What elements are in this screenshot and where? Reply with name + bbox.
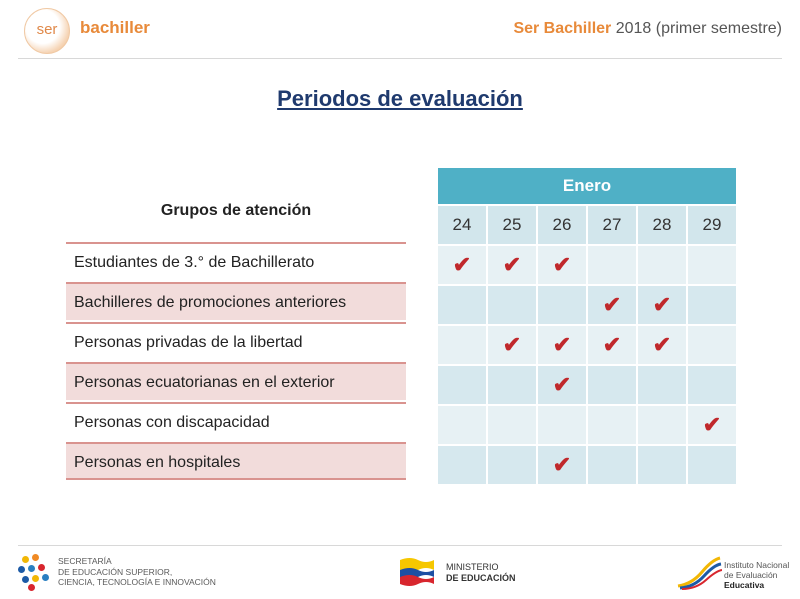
calendar-cell (538, 446, 586, 484)
calendar-day: 25 (488, 206, 536, 244)
calendar-day: 26 (538, 206, 586, 244)
calendar-cell (688, 246, 736, 284)
calendar-cell (488, 286, 536, 324)
calendar-cell (488, 326, 536, 364)
group-row: Personas ecuatorianas en el exterior (66, 362, 406, 400)
senescyt-text (58, 556, 216, 588)
header-program (513, 20, 782, 38)
group-row: Personas en hospitales (66, 442, 406, 480)
logo-ser-text: ser (36, 21, 58, 38)
groups-list (66, 242, 406, 482)
senescyt-dots-icon (18, 554, 52, 590)
calendar-days-row (438, 206, 736, 244)
calendar-cell (538, 286, 586, 324)
calendar-cell (538, 246, 586, 284)
checkmark-icon: ✔ (602, 332, 622, 357)
calendar-month: Enero (438, 168, 736, 204)
ecuador-flag-icon (398, 556, 436, 588)
page-title: Periodos de evaluación (277, 86, 523, 111)
calendar-cell (438, 246, 486, 284)
calendar-cell (438, 326, 486, 364)
senescyt-line: DE EDUCACIÓN SUPERIOR, (58, 566, 173, 577)
logo-bachiller-text: bachiller (80, 18, 150, 37)
calendar-cell (438, 406, 486, 444)
calendar-cell (488, 446, 536, 484)
calendar-cell (488, 366, 536, 404)
calendar-cell (638, 366, 686, 404)
checkmark-icon: ✔ (552, 452, 572, 477)
checkmark-icon: ✔ (502, 332, 522, 357)
calendar-cell (688, 366, 736, 404)
checkmark-icon: ✔ (652, 292, 672, 317)
calendar-cell (588, 326, 636, 364)
calendar-cell (688, 446, 736, 484)
ineval-line: Educativa (724, 580, 765, 590)
header-brand: Ser Bachiller (513, 20, 612, 37)
calendar-cell (488, 246, 536, 284)
ineval-swirl-icon (676, 554, 722, 590)
calendar-row (438, 406, 736, 444)
calendar-row (438, 326, 736, 364)
calendar-cell (688, 406, 736, 444)
calendar-day: 28 (638, 206, 686, 244)
header-subtitle: 2018 (primer semestre) (615, 20, 782, 37)
calendar-day: 29 (688, 206, 736, 244)
checkmark-icon: ✔ (552, 252, 572, 277)
calendar-cell (588, 286, 636, 324)
calendar-cell (488, 406, 536, 444)
calendar-cell (688, 326, 736, 364)
calendar-cell (588, 246, 636, 284)
ineval-line: de Evaluación (724, 570, 778, 580)
calendar-cell (438, 286, 486, 324)
calendar-cell (588, 366, 636, 404)
calendar-row (438, 366, 736, 404)
calendar-cell (638, 286, 686, 324)
calendar-table (438, 168, 736, 484)
calendar-cell (538, 366, 586, 404)
calendar-cell (638, 326, 686, 364)
header-divider (18, 58, 782, 59)
ineval-logo (676, 552, 794, 594)
calendar-row (438, 446, 736, 484)
calendar-cell (688, 286, 736, 324)
checkmark-icon: ✔ (552, 332, 572, 357)
checkmark-icon: ✔ (602, 292, 622, 317)
checkmark-icon: ✔ (502, 252, 522, 277)
mineduc-line: MINISTERIO (446, 562, 499, 572)
header (0, 0, 800, 60)
groups-heading: Grupos de atención (160, 202, 312, 219)
senescyt-line: SECRETARÍA (58, 556, 112, 566)
checkmark-icon: ✔ (702, 412, 722, 437)
calendar-cell (438, 366, 486, 404)
group-row: Personas privadas de la libertad (66, 322, 406, 360)
mineduc-text (446, 562, 516, 584)
group-row: Estudiantes de 3.° de Bachillerato (66, 242, 406, 280)
checkmark-icon: ✔ (452, 252, 472, 277)
calendar-cell (538, 406, 586, 444)
mineduc-line: DE EDUCACIÓN (446, 573, 516, 583)
ineval-text (724, 560, 789, 590)
ser-bachiller-logo-icon (24, 8, 70, 54)
calendar-cell (438, 446, 486, 484)
calendar-cell (588, 406, 636, 444)
calendar-day: 24 (438, 206, 486, 244)
calendar-cell (638, 246, 686, 284)
senescyt-line: CIENCIA, TECNOLOGÍA E INNOVACIÓN (58, 577, 216, 587)
senescyt-logo (18, 552, 278, 592)
calendar-day: 27 (588, 206, 636, 244)
calendar-body (438, 246, 736, 484)
calendar-cell (638, 406, 686, 444)
calendar-cell (638, 446, 686, 484)
calendar-cell (588, 446, 636, 484)
calendar-row (438, 286, 736, 324)
calendar-cell (538, 326, 586, 364)
footer-divider (18, 545, 782, 546)
calendar-row (438, 246, 736, 284)
group-row: Bachilleres de promociones anteriores (66, 282, 406, 320)
checkmark-icon: ✔ (552, 372, 572, 397)
checkmark-icon: ✔ (652, 332, 672, 357)
ineval-line: Instituto Nacional (724, 560, 790, 570)
mineduc-logo (398, 556, 538, 590)
group-row: Personas con discapacidad (66, 402, 406, 440)
